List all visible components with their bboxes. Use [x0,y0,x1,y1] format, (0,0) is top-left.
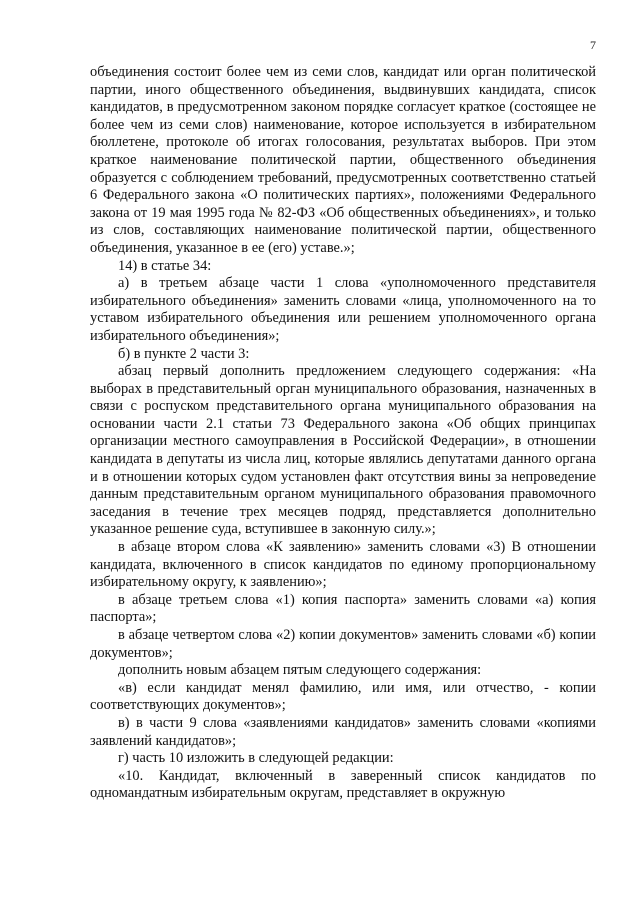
paragraph-continuation: объединения состоит более чем из семи слов, кандидат или орган политической партии, иного общественного объединения, выдвинувших кандидата, список кандидатов, в предусмотренном законом порядке согласует краткое (состоящее не более чем из семи слов) наименование, которое используется в избирательном бюллетене, протоколе об итогах голосования, результатах выборов. При этом краткое наименование политической партии, общественного объединения образуется с соблюдением требований, предусмотренных соответственно статьей 6 Федерального закона «О политических партиях», положениями Федерального закона от 19 мая 1995 года № 82-ФЗ «Об общественных объединениях», и только из слов, составляющих наименование политической партии, общественного объединения, указанное в ее (его) уставе.»; [90,64,596,256]
paragraph-part-10: «10. Кандидат, включенный в заверенный список кандидатов по одномандатным избирательным округам, представляет в окружную [90,767,596,802]
paragraph-item-v: в) в части 9 слова «заявлениями кандидатов» заменить словами «копиями заявлений кандидатов»; [90,714,596,749]
paragraph-abzac-second: в абзаце втором слова «К заявлению» заменить словами «3) В отношении кандидата, включенного в список кандидатов по единому пропорциональному избирательному округу, к заявлению»; [90,539,596,591]
paragraph-add-fifth: дополнить новым абзацем пятым следующего содержания: [118,662,482,679]
paragraph-item-b: б) в пункте 2 части 3: [118,345,250,362]
paragraph-item-a: а) в третьем абзаце части 1 слова «уполномоченного представителя избирательного объединения» заменить словами «лица, уполномоченного на то уставом избирательного объединения или решением уполномоченного органа избирательного объединения»; [90,275,596,344]
paragraph-abzac-fourth: в абзаце четвертом слова «2) копии документов» заменить словами «б) копии документов»; [90,627,596,661]
paragraph-item-14: 14) в статье 34: [118,257,212,274]
paragraph-abzac-first: абзац первый дополнить предложением следующего содержания: «На выборах в представительный орган муниципального образования, назначенных в связи с роспуском представительного органа муниципального образования на основании части 2.1 статьи 73 Федерального закона «Об общих принципах организации местного самоуправления в Российской Федерации», в отношении кандидата в депутаты из числа лиц, которые являлись депутатами данного органа и в отношении которых судом установлен факт отсутствия вины за непроведение данным представительным органом муниципального образования правомочного заседания в течение трех месяцев подряд, представляется дополнительно указанное решение суда, вступившее в законную силу.»; [90,363,596,538]
paragraph-abzac-third: в абзаце третьем слова «1) копия паспорта» заменить словами «а) копия паспорта»; [90,591,596,626]
paragraph-item-g: г) часть 10 изложить в следующей редакции: [118,750,394,767]
page-number: 7 [590,38,596,52]
document-body [90,64,596,803]
paragraph-quote-v: «в) если кандидат менял фамилию, или имя, или отчество, - копии соответствующих документов»; [90,679,596,714]
